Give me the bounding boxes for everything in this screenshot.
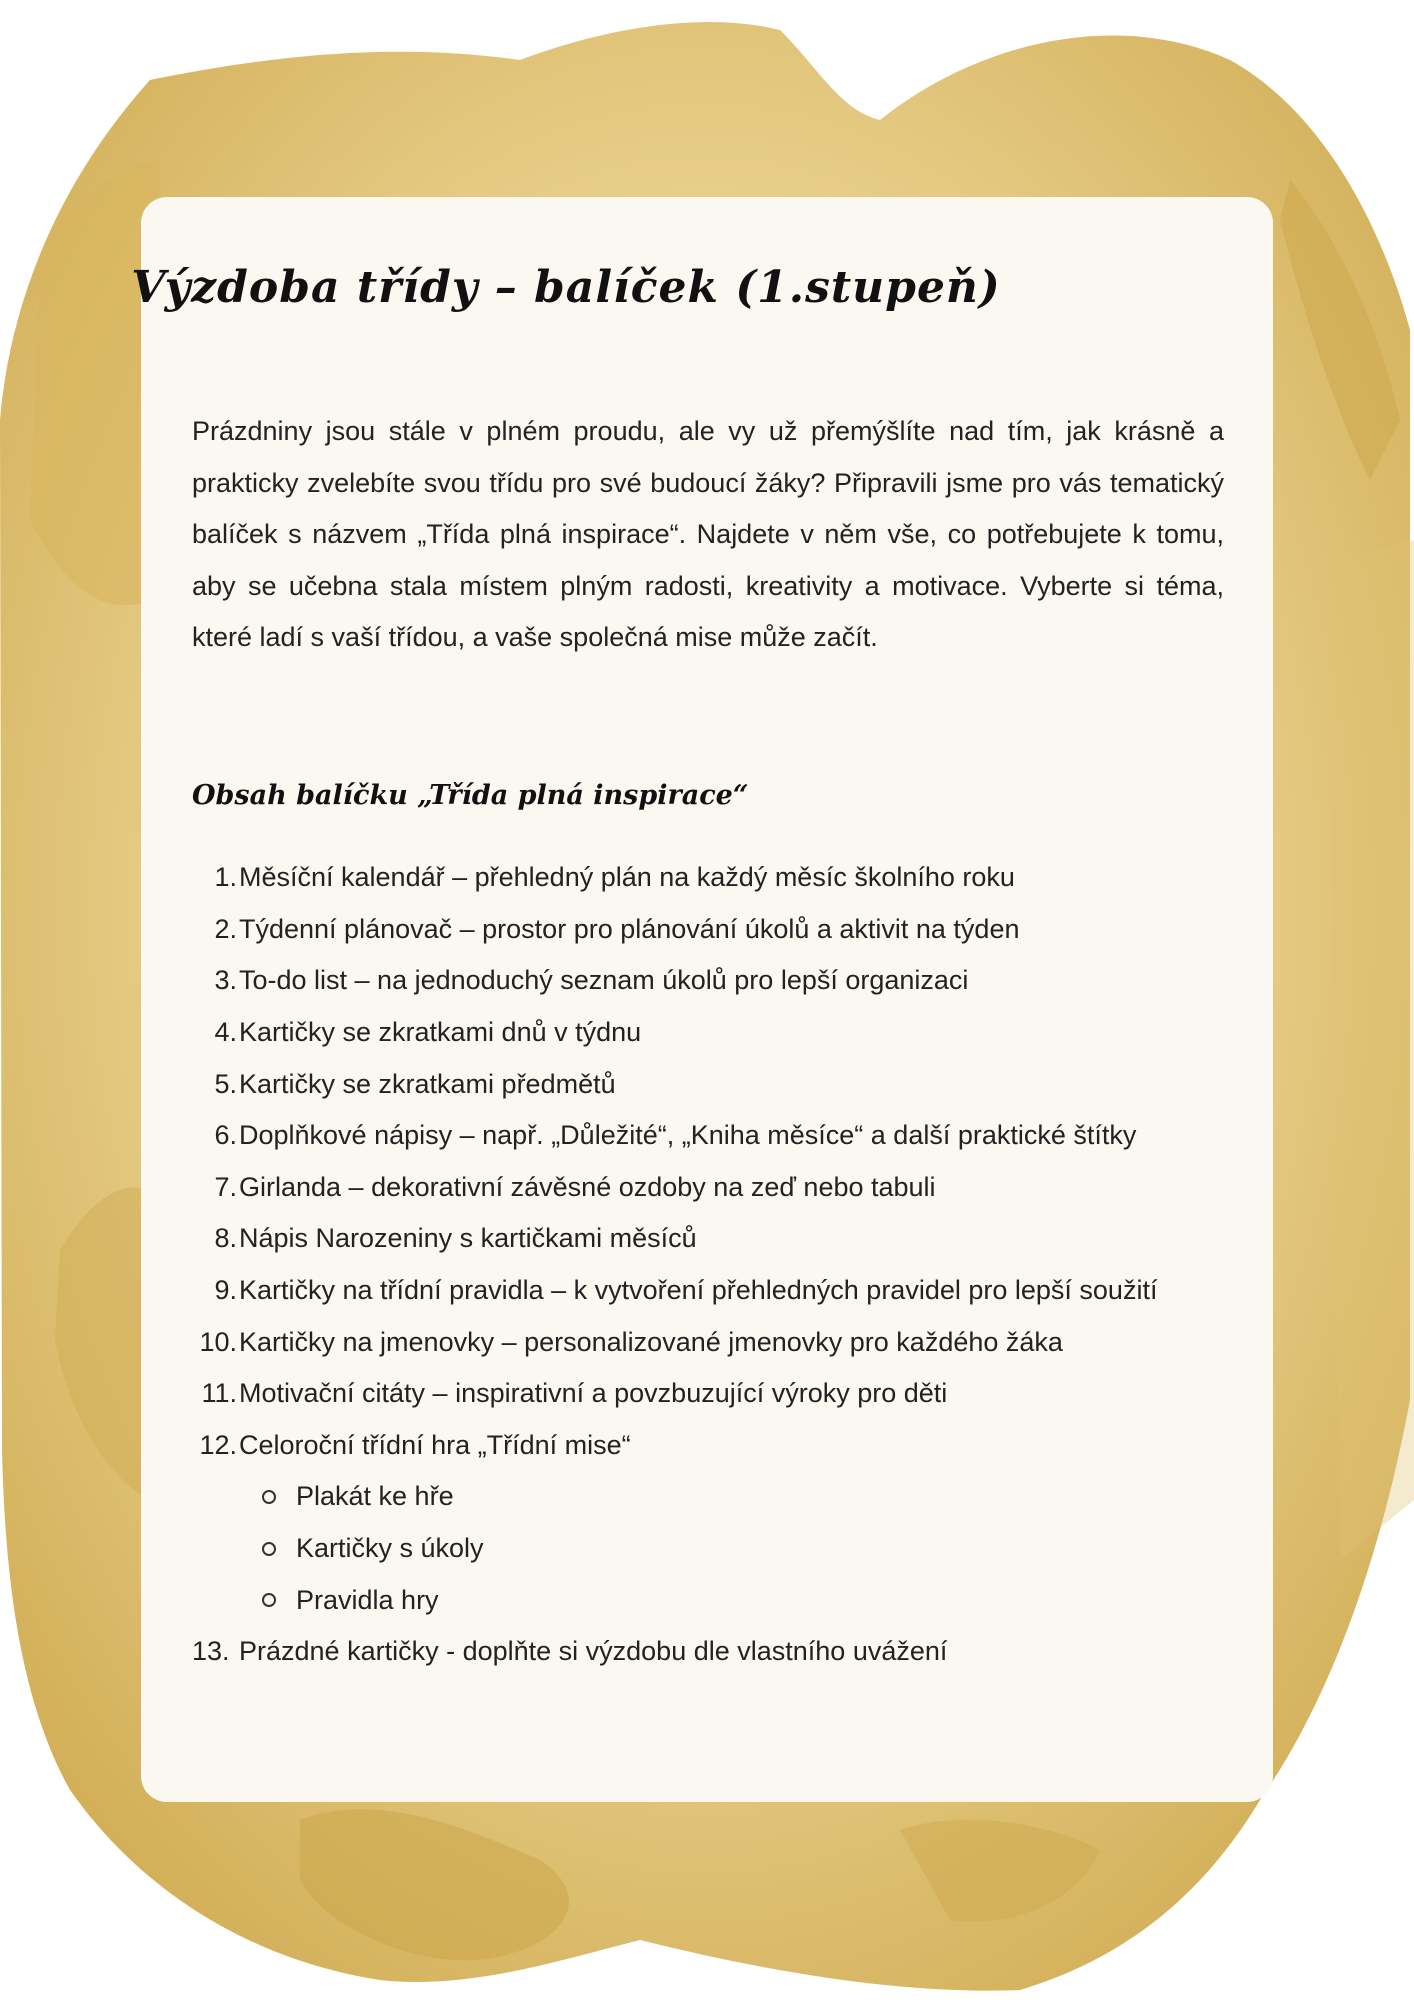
sub-list-item-text: Pravidla hry: [296, 1584, 439, 1615]
list-item-text: Kartičky se zkratkami dnů v týdnu: [239, 1017, 642, 1048]
list-item-text: Týdenní plánovač – prostor pro plánování úkolů a aktivit na týden: [239, 913, 1020, 944]
list-item: [192, 955, 1242, 1007]
list-item-number: 3.: [214, 965, 237, 996]
list-item-number: 6.: [214, 1120, 237, 1151]
list-item-text: Kartičky se zkratkami předmětů: [239, 1068, 616, 1099]
list-item-text: Kartičky na třídní pravidla – k vytvoření přehledných pravidel pro lepší soužití: [239, 1275, 1158, 1306]
circle-bullet-icon: [262, 1542, 276, 1556]
sub-list-item-text: Plakát ke hře: [296, 1481, 454, 1512]
list-item: [192, 1007, 1242, 1059]
list-item-number: 9.: [214, 1275, 237, 1306]
list-item: [192, 1058, 1242, 1110]
list-item-number: 12.: [199, 1429, 237, 1460]
list-item-number: 10.: [199, 1326, 237, 1357]
list-item-text: Prázdné kartičky - doplňte si výzdobu dle vlastního uvážení: [239, 1636, 948, 1667]
section-heading: Obsah balíčku „Třída plná inspirace“: [192, 780, 749, 811]
list-item-text: Girlanda – dekorativní závěsné ozdoby na zeď nebo tabuli: [239, 1171, 936, 1202]
list-item-number: 2.: [214, 913, 237, 944]
list-item-number: 7.: [214, 1171, 237, 1202]
list-item: [192, 1316, 1242, 1368]
intro-paragraph: Prázdniny jsou stále v plném proudu, ale vy už přemýšlíte nad tím, jak krásně a prakticky zvelebíte svou třídu pro své budoucí žáky? Připravili jsme pro vás tematický balíček s názvem „Třída plná inspirace“. Najdete v něm vše, co potřebujete k tomu, aby se učebna stala místem plným radosti, kreativity a motivace. Vyberte si téma, které ladí s vaší třídou, a vaše společná mise může začít.: [192, 416, 1224, 653]
list-item: [192, 1626, 1242, 1678]
list-item-number: 8.: [214, 1223, 237, 1254]
list-item-text: Celoroční třídní hra „Třídní mise“: [239, 1429, 631, 1460]
list-item-text: Motivační citáty – inspirativní a povzbuzující výroky pro děti: [239, 1378, 948, 1409]
sub-list-item: [192, 1471, 1242, 1523]
package-contents-list: [192, 852, 1242, 1678]
list-item-number: 11.: [201, 1378, 237, 1409]
list-item: [192, 1110, 1242, 1162]
list-item: [192, 1213, 1242, 1265]
sub-list-item: [192, 1523, 1242, 1575]
list-item-text: Měsíční kalendář – přehledný plán na každý měsíc školního roku: [239, 862, 1015, 893]
list-item-number: 13.: [192, 1636, 230, 1667]
circle-bullet-icon: [262, 1490, 276, 1504]
list-item-text: Kartičky na jmenovky – personalizované jmenovky pro každého žáka: [239, 1326, 1063, 1357]
list-item: [192, 1420, 1242, 1472]
list-item: [192, 1265, 1242, 1317]
list-item-text: Doplňkové nápisy – např. „Důležité“, „Kniha měsíce“ a další praktické štítky: [239, 1120, 1137, 1151]
list-item-text: To-do list – na jednoduchý seznam úkolů pro lepší organizaci: [239, 965, 969, 996]
sub-list-item: [192, 1574, 1242, 1626]
page-title: Výzdoba třídy – balíček (1.stupeň): [131, 262, 1001, 313]
sub-list-item-text: Kartičky s úkoly: [296, 1533, 484, 1564]
list-item-number: 5.: [214, 1068, 237, 1099]
list-item: [192, 852, 1242, 904]
list-item: [192, 904, 1242, 956]
list-item: [192, 1368, 1242, 1420]
list-item: [192, 1162, 1242, 1214]
list-item-number: 4.: [214, 1017, 237, 1048]
list-item-number: 1.: [214, 862, 237, 893]
circle-bullet-icon: [262, 1593, 276, 1607]
list-item-text: Nápis Narozeniny s kartičkami měsíců: [239, 1223, 697, 1254]
